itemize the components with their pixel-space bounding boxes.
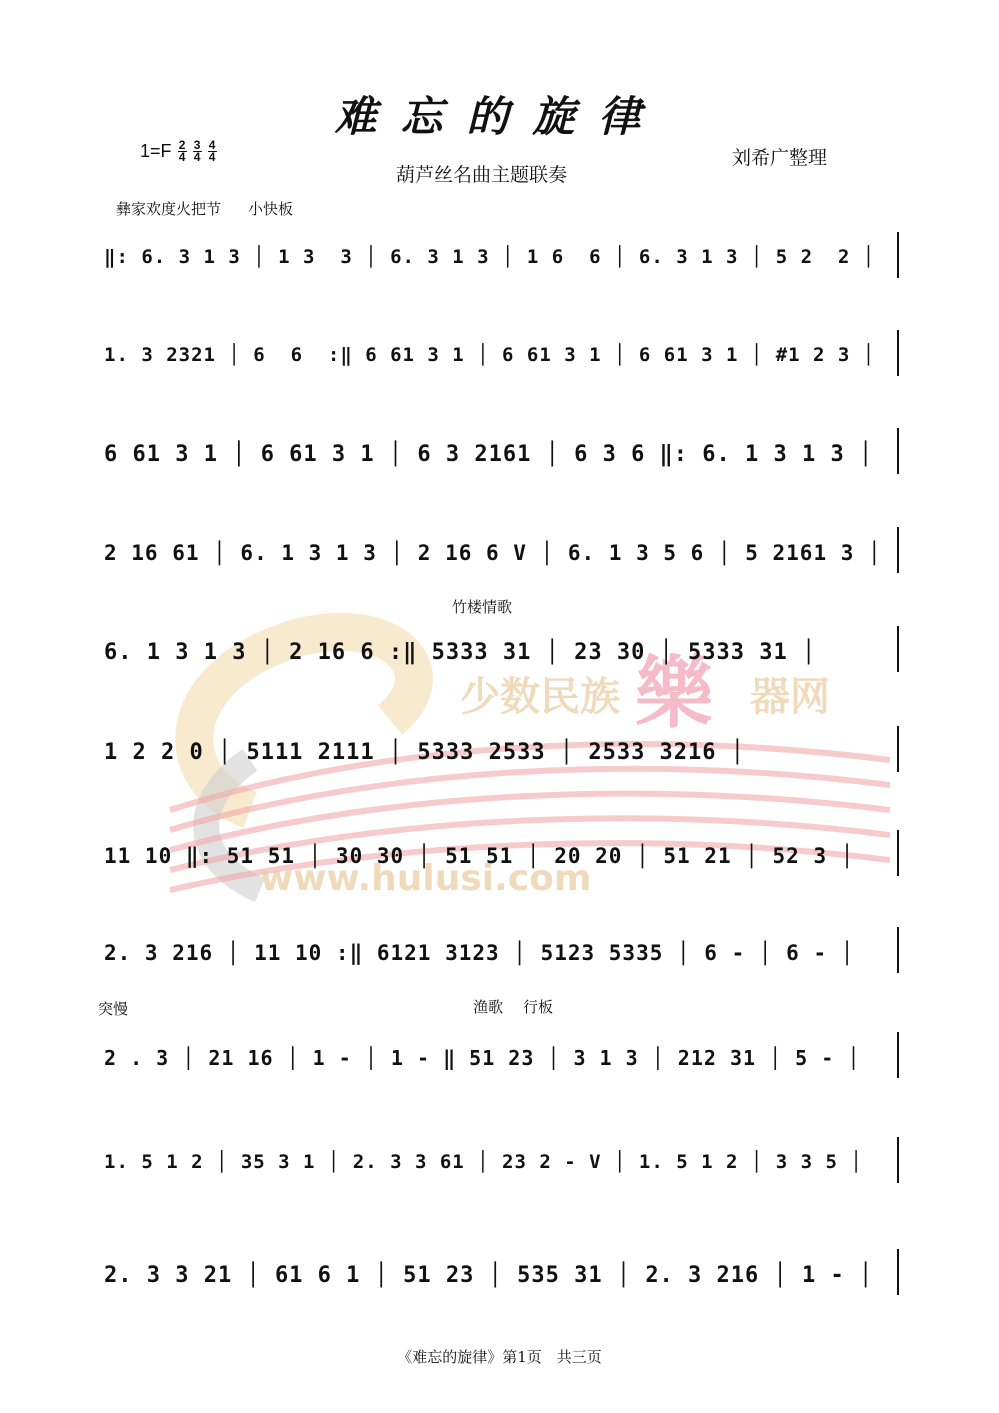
notation-text: 2. 3 3 21 │ 61 6 1 │ 51 23 │ 535 31 │ 2. 3 216 │ 1 - │ — [104, 1263, 874, 1288]
line-end-barline — [897, 626, 899, 672]
section-label: 彝家欢度火把节 — [116, 200, 222, 218]
time-signature: $\frac{3}{4}$ — [193, 138, 201, 164]
line-end-barline — [897, 927, 899, 973]
score-line — [100, 527, 900, 577]
score-line — [100, 330, 900, 380]
section-label: 渔歌 — [473, 998, 504, 1016]
notation-text: 6 61 3 1 │ 6 61 3 1 │ 6 3 2161 │ 6 3 6 ‖: 6. 1 3 1 3 │ — [104, 442, 874, 467]
notation-text: 2 . 3 │ 21 16 │ 1 - │ 1 - ‖ 51 23 │ 3 1 3 │ 212 31 │ 5 - │ — [104, 1046, 861, 1070]
line-end-barline — [897, 1032, 899, 1078]
notation-text: 1. 3 2321 │ 6 6 :‖ 6 61 3 1 │ 6 61 3 1 │ 6 61 3 1 │ #1 2 3 │ — [104, 344, 876, 366]
subtitle: 葫芦丝名曲主题联奏 — [396, 164, 568, 186]
notation-text: ‖: 6. 3 1 3 │ 1 3 3 │ 6. 3 1 3 │ 1 6 6 │ 6. 3 1 3 │ 5 2 2 │ — [104, 246, 876, 268]
score-line — [100, 232, 900, 282]
notation-text: 11 10 ‖: 51 51 │ 30 30 │ 51 51 │ 20 20 │ 51 21 │ 52 3 │ — [104, 844, 855, 868]
arranger-credit: 刘希广整理 — [732, 147, 828, 169]
line-end-barline — [897, 232, 899, 278]
line-end-barline — [897, 330, 899, 376]
notation-text: 6. 1 3 1 3 │ 2 16 6 :‖ 5333 31 │ 23 30 │ 5333 31 │ — [104, 640, 817, 665]
key-label: 1=F — [140, 141, 172, 161]
line-end-barline — [897, 1249, 899, 1295]
time-signature: $\frac{4}{4}$ — [208, 138, 216, 164]
line-end-barline — [897, 527, 899, 573]
tempo-label: 行板 — [523, 998, 554, 1016]
tempo-label: 小快板 — [248, 200, 294, 218]
score-line — [100, 726, 900, 776]
score-line — [100, 1137, 900, 1187]
watermark-site-name: 少数民族 — [460, 674, 620, 720]
watermark-glyph: 樂 — [635, 648, 714, 739]
score-line — [100, 626, 900, 676]
score-line — [100, 927, 900, 977]
line-end-barline — [897, 830, 899, 876]
line-end-barline — [897, 428, 899, 474]
score-line — [100, 830, 900, 880]
page-footer: 《难忘的旋律》第1页 共三页 — [397, 1348, 602, 1366]
key-signature — [140, 140, 217, 163]
watermark-url: www.hulusi.com — [260, 858, 592, 899]
notation-text: 1. 5 1 2 │ 35 3 1 │ 2. 3 3 61 │ 23 2 - V │ 1. 5 1 2 │ 3 3 5 │ — [104, 1151, 863, 1173]
score-line — [100, 428, 900, 478]
page-title: 难忘的旋律 — [334, 92, 665, 141]
score-line — [100, 1249, 900, 1299]
notation-text: 1 2 2 0 │ 5111 2111 │ 5333 2533 │ 2533 3216 │ — [104, 740, 746, 765]
section-label: 突慢 — [98, 1000, 129, 1018]
notation-text: 2 16 61 │ 6. 1 3 1 3 │ 2 16 6 V │ 6. 1 3 5 6 │ 5 2161 3 │ — [104, 541, 882, 565]
section-label: 竹楼情歌 — [452, 598, 513, 616]
line-end-barline — [897, 726, 899, 772]
score-line — [100, 1032, 900, 1082]
notation-text: 2. 3 216 │ 11 10 :‖ 6121 3123 │ 5123 5335 │ 6 - │ 6 - │ — [104, 941, 855, 965]
line-end-barline — [897, 1137, 899, 1183]
time-signature: $\frac{2}{4}$ — [178, 138, 186, 164]
watermark-site-suffix: 器网 — [750, 674, 830, 720]
